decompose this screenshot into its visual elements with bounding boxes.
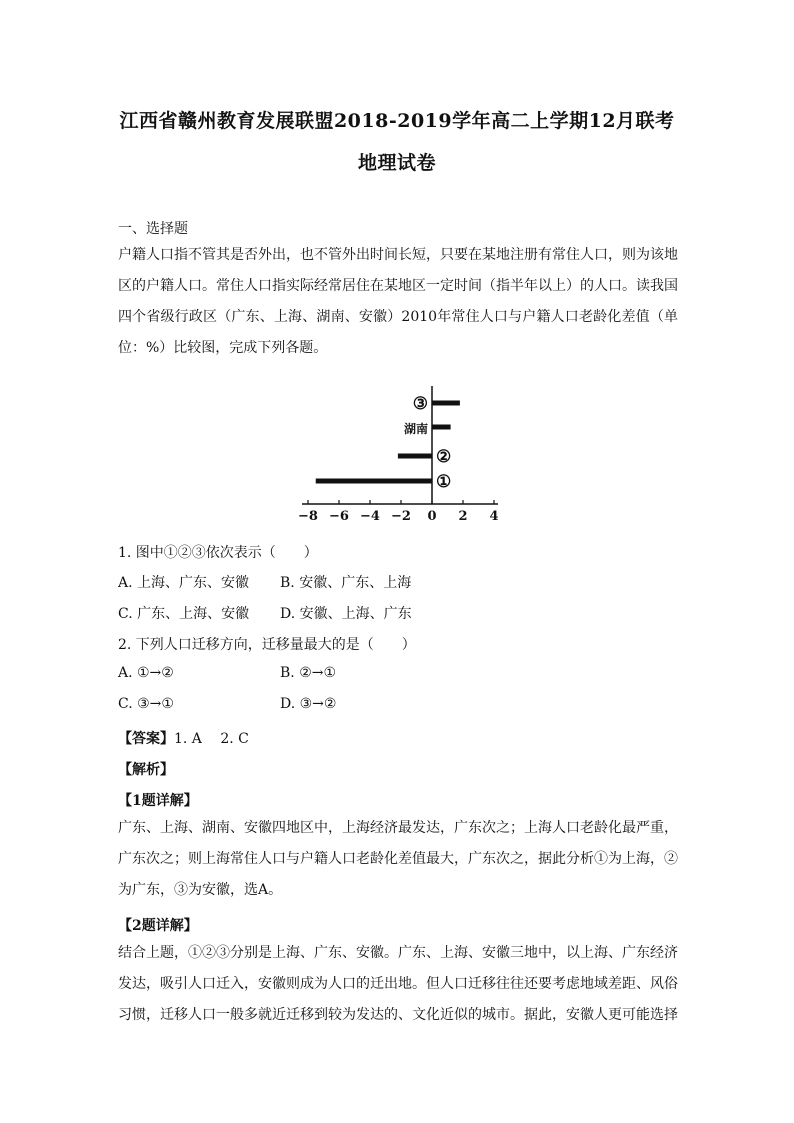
- x-tick-label-2: −4: [360, 509, 380, 524]
- intro-paragraph: 户籍人口指不管其是否外出，也不管外出时间长短，只要在某地注册有常住人口，则为该地区的户籍人口。常住人口指实际经常居住在某地区一定时间（指半年以上）的人口。读我国四个省级行政区（广东、上海、湖南、安徽）2010年常住人口与户籍人口老龄化差值（单位：%）比较图，完成下列各题。: [118, 247, 678, 356]
- detail-1-label: 【1题详解】: [118, 793, 198, 809]
- bar-2: [398, 454, 432, 459]
- category-label-3: ①: [436, 472, 452, 492]
- x-tick-label-6: 4: [489, 509, 499, 524]
- document-title-line2: 地理试卷: [357, 152, 436, 174]
- detail-1-text: 广东、上海、湖南、安徽四地区中，上海经济最发达，广东次之；上海人口老龄化最严重，广东次之；则上海常住人口与户籍人口老龄化差值最大，广东次之，据此分析①为上海，②为广东，③为安徽，选A。: [118, 820, 678, 898]
- detail-2-text: 结合上题，①②③分别是上海、广东、安徽。广东、上海、安徽三地中，以上海、广东经济发达，吸引人口迁入，安徽则成为人口的迁出地。但人口迁移往往还要考虑地域差距、风俗习惯，迁移人口一般多就近迁移到较为发达的、文化近似的城市。据此，安徽人更可能选择: [118, 945, 678, 1023]
- category-label-0: ③: [412, 394, 428, 414]
- x-tick-label-3: −2: [391, 509, 411, 524]
- question-1-option-c[interactable]: C. 广东、上海、安徽: [118, 606, 250, 622]
- x-tick-label-1: −6: [329, 509, 349, 524]
- x-tick-label-0: −8: [298, 509, 318, 524]
- analysis-label: 【解析】: [118, 762, 174, 778]
- question-1-stem: 1. 图中①②③依次表示（ ）: [118, 545, 318, 561]
- bar-0: [432, 401, 460, 406]
- x-tick-label-4: 0: [427, 509, 437, 524]
- category-label-1: 湖南: [403, 422, 428, 436]
- section-heading: 一、选择题: [118, 221, 188, 237]
- question-2-stem: 2. 下列人口迁移方向，迁移量最大的是（ ）: [118, 637, 416, 653]
- document-title-line1: 江西省赣州教育发展联盟2018-2019学年高二上学期12月联考: [119, 110, 675, 132]
- x-tick-label-5: 2: [458, 509, 468, 524]
- question-1-option-d[interactable]: D. 安徽、上海、广东: [280, 606, 412, 622]
- bar-1: [432, 425, 451, 430]
- category-label-2: ②: [436, 447, 452, 467]
- answer-text: 1. A 2. C: [174, 731, 249, 747]
- population-aging-bar-chart: [290, 380, 520, 530]
- question-2-option-a[interactable]: A. ①→②: [118, 665, 174, 681]
- question-1-option-a[interactable]: A. 上海、广东、安徽: [118, 575, 250, 591]
- detail-2-label: 【2题详解】: [118, 918, 198, 934]
- question-2-option-c[interactable]: C. ③→①: [118, 696, 174, 712]
- answer-line: [118, 728, 249, 748]
- question-2-option-d[interactable]: D. ③→②: [280, 696, 337, 712]
- bar-3: [316, 479, 432, 484]
- question-2-option-b[interactable]: B. ②→①: [280, 665, 337, 681]
- answer-label: 【答案】: [118, 731, 174, 747]
- question-1-option-b[interactable]: B. 安徽、广东、上海: [280, 575, 412, 591]
